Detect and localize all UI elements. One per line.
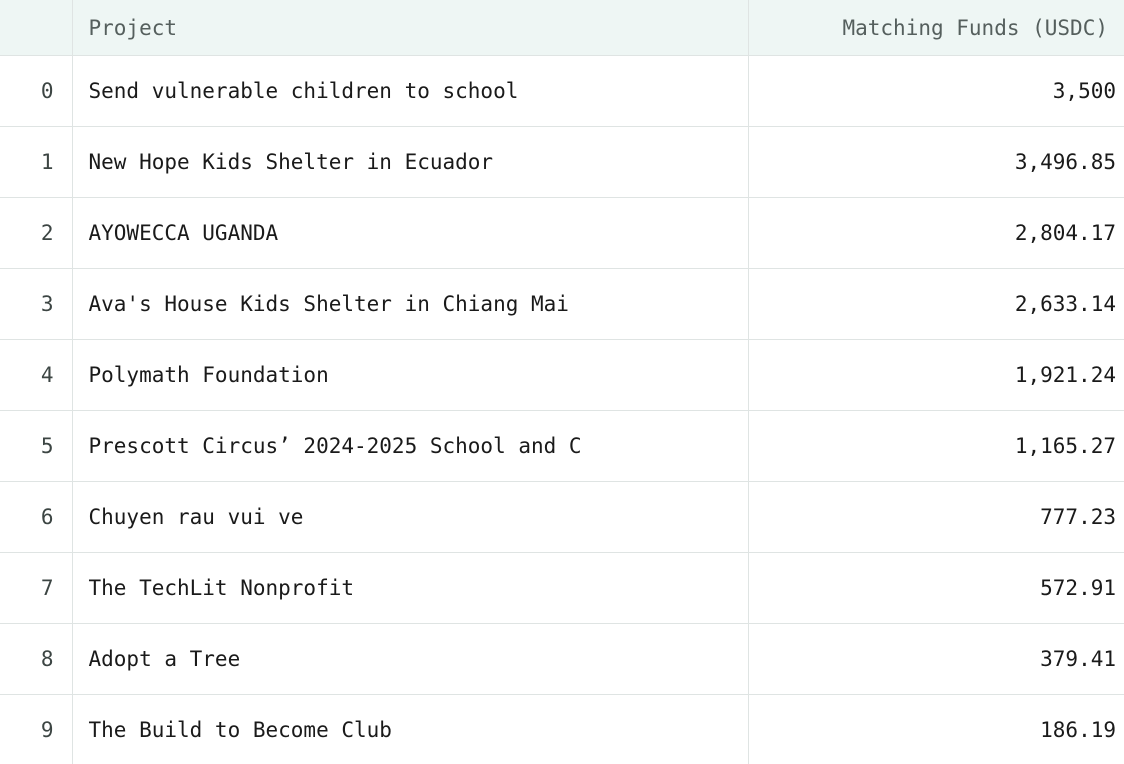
row-index: 0 xyxy=(0,56,72,127)
table-row[interactable] xyxy=(0,127,1124,198)
table-header xyxy=(0,0,1124,56)
cell-project-name: New Hope Kids Shelter in Ecuador xyxy=(72,127,748,198)
row-index: 6 xyxy=(0,482,72,553)
cell-project-name: Chuyen rau vui ve xyxy=(72,482,748,553)
table-body xyxy=(0,56,1124,764)
cell-project-name: The TechLit Nonprofit xyxy=(72,553,748,624)
cell-matching-funds: 186.19 xyxy=(748,695,1124,764)
row-index: 8 xyxy=(0,624,72,695)
cell-matching-funds: 572.91 xyxy=(748,553,1124,624)
row-index: 5 xyxy=(0,411,72,482)
table-row[interactable] xyxy=(0,411,1124,482)
table-header-row xyxy=(0,0,1124,56)
cell-project-name: Adopt a Tree xyxy=(72,624,748,695)
column-header-project[interactable]: Project xyxy=(72,0,748,56)
table-row[interactable] xyxy=(0,198,1124,269)
table-row[interactable] xyxy=(0,624,1124,695)
table-row[interactable] xyxy=(0,482,1124,553)
column-header-matching-funds[interactable]: Matching Funds (USDC) xyxy=(748,0,1124,56)
cell-project-name: Polymath Foundation xyxy=(72,340,748,411)
cell-project-name: The Build to Become Club xyxy=(72,695,748,764)
cell-project-name: Send vulnerable children to school xyxy=(72,56,748,127)
cell-matching-funds: 2,633.14 xyxy=(748,269,1124,340)
row-index: 3 xyxy=(0,269,72,340)
row-index: 4 xyxy=(0,340,72,411)
cell-matching-funds: 3,496.85 xyxy=(748,127,1124,198)
row-index: 7 xyxy=(0,553,72,624)
cell-project-name: AYOWECCA UGANDA xyxy=(72,198,748,269)
cell-project-name: Prescott Circus’ 2024-2025 School and C xyxy=(72,411,748,482)
cell-project-name: Ava's House Kids Shelter in Chiang Mai xyxy=(72,269,748,340)
row-index: 2 xyxy=(0,198,72,269)
table-row[interactable] xyxy=(0,695,1124,764)
table-row[interactable] xyxy=(0,553,1124,624)
cell-matching-funds: 2,804.17 xyxy=(748,198,1124,269)
table-row[interactable] xyxy=(0,340,1124,411)
row-index: 9 xyxy=(0,695,72,764)
table-row[interactable] xyxy=(0,56,1124,127)
cell-matching-funds: 379.41 xyxy=(748,624,1124,695)
cell-matching-funds: 3,500 xyxy=(748,56,1124,127)
column-header-index[interactable] xyxy=(0,0,72,56)
cell-matching-funds: 1,165.27 xyxy=(748,411,1124,482)
cell-matching-funds: 1,921.24 xyxy=(748,340,1124,411)
table-row[interactable] xyxy=(0,269,1124,340)
row-index: 1 xyxy=(0,127,72,198)
cell-matching-funds: 777.23 xyxy=(748,482,1124,553)
